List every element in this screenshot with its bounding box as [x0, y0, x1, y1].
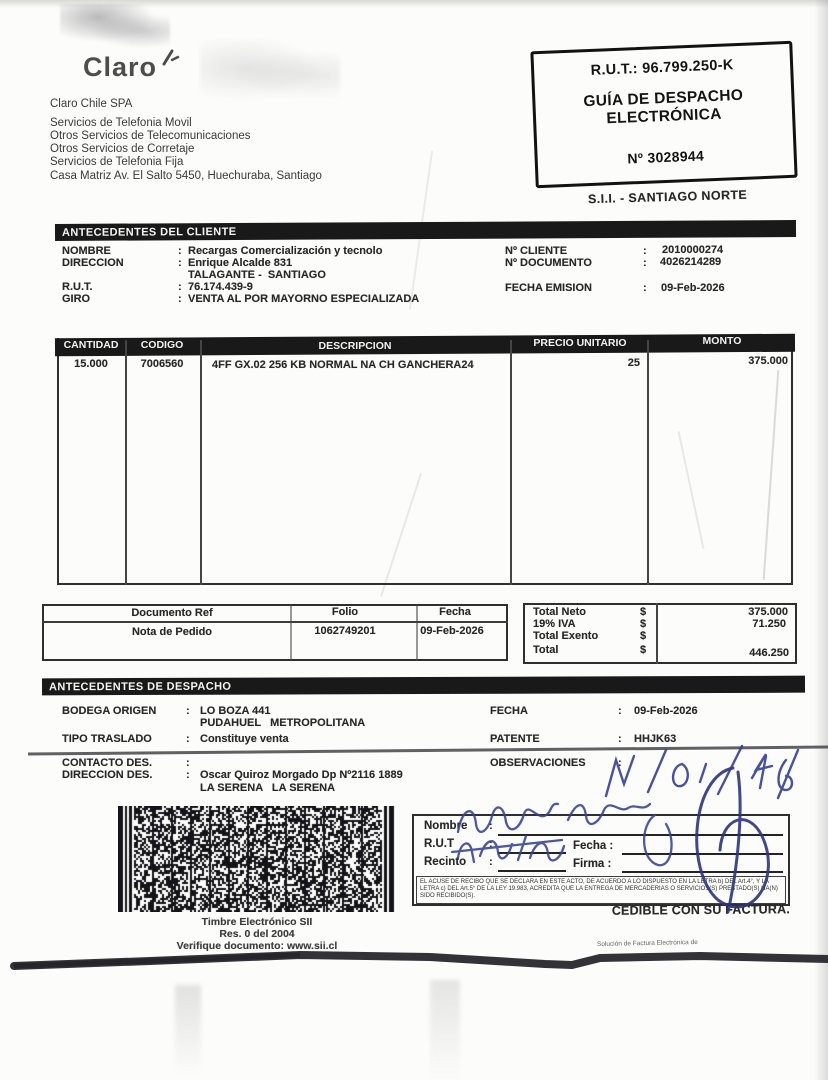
receipt-firma-line — [622, 871, 783, 873]
colon: : — [186, 769, 190, 781]
colon: : — [618, 705, 622, 717]
patente-label: PATENTE — [490, 733, 540, 745]
direccion-des-value1: Oscar Quiroz Morgado Dp Nº2116 1889 — [200, 769, 403, 781]
direccion-des-label: DIRECCION DES. — [62, 769, 153, 781]
reference-header-fecha: Fecha — [439, 606, 471, 618]
receipt-nombre-label: Nombre — [424, 820, 468, 832]
scan-artifact — [430, 980, 460, 1080]
supplier-service-line: Servicios de Telefonia Fija — [50, 156, 184, 168]
fold-line — [28, 746, 828, 755]
supplier-service-line: Servicios de Telefonia Movil — [50, 117, 192, 129]
colon: : — [178, 257, 182, 269]
sii-office: S.I.I. - SANTIAGO NORTE — [587, 187, 748, 207]
receipt-firma-label: Firma : — [573, 858, 612, 870]
receipt-rut-line — [498, 852, 566, 854]
footer-solution-text: Solución de Factura Electrónica de — [596, 938, 698, 949]
bodega-value2: PUDAHUEL METROPOLITANA — [200, 717, 366, 729]
client-nombre-value: Recargas Comercialización y tecnolo — [188, 245, 383, 257]
client-direccion-label: DIRECCION — [62, 257, 124, 269]
supplier-service-line: Otros Servicios de Corretaje — [50, 143, 195, 155]
total-label: Total — [533, 644, 559, 656]
contacto-label: CONTACTO DES. — [62, 757, 153, 769]
sii-stamp-box — [530, 41, 797, 188]
client-giro-label: GIRO — [62, 293, 91, 305]
dispatch-section-title: ANTECEDENTES DE DESPACHO — [48, 680, 232, 693]
timbre-line2: Res. 0 del 2004 — [219, 928, 295, 940]
currency-sign: $ — [640, 644, 647, 656]
colon: : — [643, 245, 647, 257]
colon: : — [489, 856, 493, 868]
emission-date-label: FECHA EMISION — [505, 282, 592, 294]
client-nombre-label: NOMBRE — [62, 245, 111, 257]
colon: : — [186, 733, 190, 745]
client-section-title: ANTECEDENTES DEL CLIENTE — [61, 225, 237, 239]
colon: : — [186, 705, 190, 717]
currency-sign: $ — [640, 630, 647, 642]
supplier-service-line: Otros Servicios de Telecomunicaciones — [50, 130, 251, 142]
items-header-descripcion: DESCRIPCION — [318, 340, 392, 352]
reference-doc: Nota de Pedido — [131, 626, 213, 638]
total-value: 446.250 — [749, 647, 789, 659]
item-codigo: 7006560 — [140, 358, 184, 370]
colon: : — [618, 733, 622, 745]
reference-header-divider — [42, 621, 508, 623]
receipt-fecha-line — [622, 853, 783, 855]
currency-sign: $ — [640, 618, 647, 630]
items-table — [57, 338, 793, 585]
claro-logo — [83, 52, 157, 83]
client-rut-value: 76.174.439-9 — [188, 281, 253, 293]
supplier-company: Claro Chile SPA — [50, 98, 133, 110]
scan-artifact — [175, 985, 201, 1075]
timbre-line1: Timbre Electrónico SII — [201, 916, 313, 928]
dispatch-section-header — [42, 676, 805, 696]
item-precio: 25 — [627, 357, 640, 369]
client-direccion-value2: TALAGANTE - SANTIAGO — [188, 269, 326, 281]
traslado-value: Constituye venta — [200, 733, 289, 745]
stamp-title-line2: ELECTRÓNICA — [606, 105, 722, 128]
colon: : — [643, 257, 647, 269]
document-number-value: 4026214289 — [660, 256, 722, 268]
timbre-line3: Verifique documento: www.sii.cl — [176, 940, 338, 952]
bodega-label: BODEGA ORIGEN — [62, 705, 157, 717]
cedible-text: CEDIBLE CON SU FACTURA. — [611, 902, 791, 918]
document-number-label: Nº DOCUMENTO — [505, 257, 592, 269]
receipt-fecha-label: Fecha : — [573, 840, 614, 852]
reference-column-divider — [416, 604, 418, 661]
receipt-recinto-line — [498, 870, 566, 872]
items-column-divider — [200, 340, 202, 585]
fold-crease — [0, 940, 828, 1000]
item-cantidad: 15.000 — [74, 358, 108, 370]
colon: : — [489, 820, 493, 832]
client-rut-label: R.U.T. — [62, 281, 93, 293]
dispatch-fecha-label: FECHA — [490, 705, 528, 717]
scan-artifact — [0, 0, 828, 8]
colon: : — [618, 757, 622, 769]
observaciones-label: OBSERVACIONES — [490, 757, 586, 769]
item-monto: 375.000 — [748, 355, 788, 367]
supplier-address: Casa Matriz Av. El Salto 5450, Huechuraba, Santiago — [50, 170, 322, 182]
reference-header-folio: Folio — [331, 606, 359, 618]
colon: : — [643, 282, 647, 294]
items-header-precio: PRECIO UNITARIO — [533, 337, 627, 349]
receipt-legal-text: EL ACUSE DE RECIBO QUE SE DECLARA EN ESTE ACTO, DE ACUERDO A LO DISPUESTO EN LA LETRA b) DEL Art.4°, Y LA LETRA c) DEL Art.5° DE LA LEY 19.983, ACREDITA QUE LA ENTREGA DE MERCADERIAS O SERVICIOS(S) PRESTADO(S) HA(N) SIDO RECIBIDO(S). — [416, 876, 786, 904]
reference-fecha: 09-Feb-2026 — [420, 625, 484, 637]
client-direccion-value1: Enrique Alcalde 831 — [188, 257, 293, 269]
claro-logo-text: Claro — [83, 52, 158, 82]
bodega-value1: LO BOZA 441 — [200, 705, 271, 717]
pdf417-barcode — [118, 806, 396, 912]
stamp-title-line1: GUÍA DE DESPACHO — [583, 86, 744, 111]
patente-value: HHJK63 — [634, 733, 677, 745]
total-exento-label: Total Exento — [533, 630, 599, 642]
client-giro-value: VENTA AL POR MAYORNO ESPECIALIZADA — [188, 293, 420, 305]
items-column-divider — [125, 340, 127, 585]
emission-date-value: 09-Feb-2026 — [661, 282, 725, 294]
stamp-number: Nº 3028944 — [627, 147, 705, 167]
colon: : — [186, 757, 190, 769]
items-header-monto: MONTO — [702, 335, 742, 347]
stamp-rut: R.U.T.: 96.799.250-K — [590, 57, 734, 79]
item-descripcion: 4FF GX.02 256 KB NORMAL NA CH GANCHERA24 — [212, 359, 474, 371]
totals-divider — [656, 603, 658, 664]
traslado-label: TIPO TRASLADO — [62, 733, 152, 745]
colon: : — [178, 281, 182, 293]
client-section-header — [55, 220, 796, 241]
items-column-divider — [510, 340, 512, 585]
scan-artifact — [200, 40, 340, 110]
colon: : — [178, 293, 182, 305]
iva-value: 71.250 — [752, 618, 786, 630]
total-neto-label: Total Neto — [533, 606, 586, 618]
receipt-recinto-label: Recinto — [424, 856, 467, 868]
reference-column-divider — [290, 604, 292, 661]
currency-sign: $ — [640, 606, 647, 618]
total-neto-value: 375.000 — [748, 606, 788, 618]
scan-artifact — [60, 4, 170, 49]
receipt-rut-label: R.U.T — [424, 838, 455, 850]
items-column-divider — [647, 340, 649, 585]
colon: : — [489, 838, 493, 850]
client-number-label: Nº CLIENTE — [505, 245, 568, 257]
claro-logo-mark-icon — [160, 48, 180, 66]
client-number-value: 2010000274 — [662, 244, 724, 256]
colon: : — [178, 245, 182, 257]
reference-folio: 1062749201 — [314, 625, 376, 637]
reference-header-doc: Documento Ref — [131, 607, 213, 619]
items-header-codigo: CODIGO — [140, 339, 184, 351]
dispatch-fecha-value: 09-Feb-2026 — [634, 705, 698, 717]
scan-artifact — [814, 0, 828, 1080]
direccion-des-value2: LA SERENA LA SERENA — [200, 782, 336, 794]
iva-label: 19% IVA — [533, 618, 576, 630]
receipt-nombre-line — [498, 834, 783, 836]
items-header-cantidad: CANTIDAD — [63, 339, 119, 351]
